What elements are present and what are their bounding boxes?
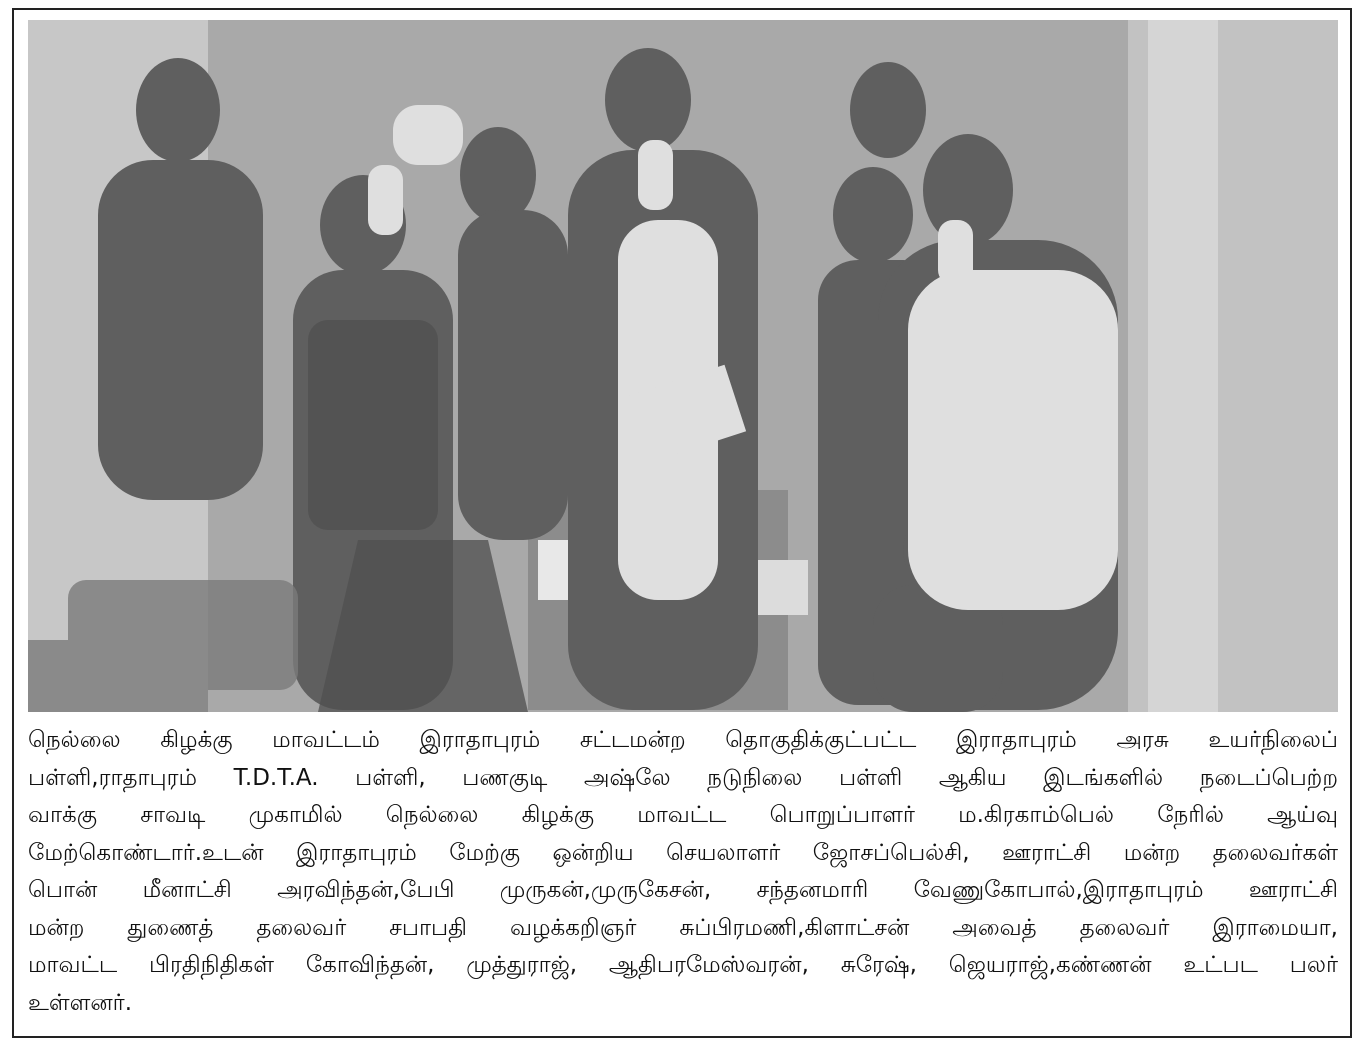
caption-line-8: உள்ளனர்.: [28, 989, 133, 1016]
caption-line-1: நெல்லை கிழக்கு மாவட்டம் இராதாபுரம் சட்டமன்ற தொகுதிக்குட்பட்ட இராதாபுரம் அரசு உயர்நிலைப்: [28, 727, 1338, 753]
caption-line-6: மன்ற துணைத் தலைவர் சபாபதி வழக்கறிஞர் சுப்பிரமணி,கிளாட்சன் அவைத் தலைவர் இராமையா,: [28, 914, 1338, 941]
news-caption: [28, 722, 1338, 1027]
caption-line-4: மேற்கொண்டார்.உடன் இராதாபுரம் மேற்கு ஒன்றிய செயலாளர் ஜோசப்பெல்சி, ஊராட்சி மன்ற தலைவர்கள்: [28, 839, 1338, 866]
newspaper-clipping: [12, 8, 1352, 1038]
news-photo: [28, 20, 1338, 712]
caption-line-2: பள்ளி,ராதாபுரம் T.D.T.A. பள்ளி, பணகுடி அஷ்லே நடுநிலை பள்ளி ஆகிய இடங்களில் நடைப்பெற்ற: [28, 764, 1338, 791]
caption-line-3: வாக்கு சாவடி முகாமில் நெல்லை கிழக்கு மாவட்ட பொறுப்பாளர் ம.கிரகாம்பெல் நேரில் ஆய்வு: [28, 802, 1338, 828]
photo-placeholder-icon: [28, 20, 1338, 712]
caption-line-5: பொன் மீனாட்சி அரவிந்தன்,பேபி முருகன்,முருகேசன், சந்தனமாரி வேணுகோபால்,இராதாபுரம் ஊராட்சி: [28, 877, 1338, 903]
caption-line-7: மாவட்ட பிரதிநிதிகள் கோவிந்தன், முத்துராஜ், ஆதிபரமேஸ்வரன், சுரேஷ், ஜெயராஜ்,கண்ணன் உட்பட பலர்: [28, 952, 1338, 978]
